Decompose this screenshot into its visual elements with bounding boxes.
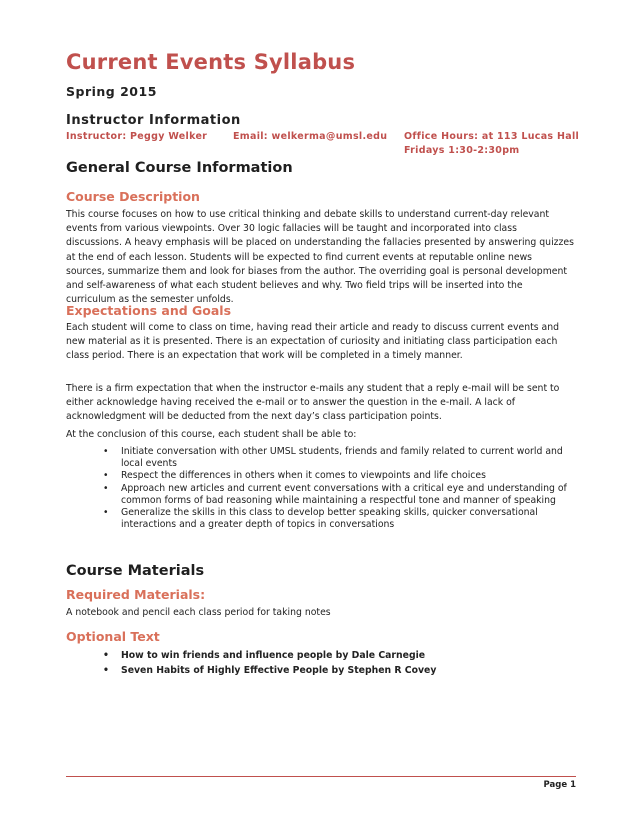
required-materials-text: A notebook and pencil each class period for taking notes xyxy=(66,607,331,618)
bullet-icon: • xyxy=(103,482,109,494)
term-label: Spring 2015 xyxy=(66,84,157,99)
expectations-heading: Expectations and Goals xyxy=(66,303,232,318)
bullet-icon: • xyxy=(103,470,109,482)
list-item: • Approach new articles and current event conversations with a critical eye and understanding of common forms of bad reasoning while maintaining a respectful tone and manner of speaking xyxy=(103,482,567,506)
document-title: Current Events Syllabus xyxy=(66,50,356,74)
instructor-name: Instructor: Peggy Welker xyxy=(66,131,208,142)
text-line: discussions. A heavy emphasis will be placed on understanding the fallacies presented by answering quizzes xyxy=(66,237,574,249)
text-line: either acknowledge having received the e-mail or to answer the question in the e-mail. A lack of xyxy=(66,397,516,409)
text-line: sources, summarize them and look for biases from the author. The overriding goal is personal development xyxy=(66,265,568,277)
text-line: Each student will come to class on time, having read their article and ready to discuss current events and xyxy=(66,322,560,333)
text-line: There is a firm expectation that when the instructor e-mails any student that a reply e-mail will be sent to xyxy=(66,383,560,394)
text-line: new material as it is presented. There is an expectation of curiosity and initiating class participation each xyxy=(66,336,558,348)
text-line: This course focuses on how to use critical thinking and debate skills to understand current-day relevant xyxy=(66,209,550,220)
text-line: and self-awareness of what each student believes and why. Two field trips will be inserted into the xyxy=(66,280,523,292)
expectations-text xyxy=(66,321,576,364)
bullet-icon: • xyxy=(103,507,109,519)
office-hours-time: Fridays 1:30-2:30pm xyxy=(404,145,520,156)
text-line: events from various viewpoints. Over 30 logic fallacies will be taught and incorporated into class xyxy=(66,223,517,235)
list-item: • Generalize the skills in this class to develop better speaking skills, quicker conversational interactions and a greater depth of topics in conversations xyxy=(103,507,538,531)
bullet-icon: • xyxy=(103,650,109,661)
course-materials-heading: Course Materials xyxy=(66,563,205,579)
optional-text-list xyxy=(99,648,579,678)
bullet-icon: • xyxy=(103,665,109,676)
page-number: Page 1 xyxy=(543,780,576,790)
instructor-info-heading: Instructor Information xyxy=(66,113,241,128)
footer-divider xyxy=(66,776,576,777)
bullet-icon: • xyxy=(103,446,109,457)
list-item: • Respect the differences in others when it comes to viewpoints and life choices xyxy=(103,470,486,482)
learning-goals-list xyxy=(99,446,579,531)
office-hours xyxy=(404,130,579,158)
list-item: • Seven Habits of Highly Effective People by Stephen R Covey xyxy=(103,665,437,676)
conclusion-intro: At the conclusion of this course, each student shall be able to: xyxy=(66,429,357,440)
list-item: • How to win friends and influence people by Dale Carnegie xyxy=(103,650,426,661)
instructor-email: Email: welkerma@umsl.edu xyxy=(233,131,388,142)
required-materials-heading: Required Materials: xyxy=(66,587,206,602)
text-line: class period. There is an expectation that work will be completed in a timely manner. xyxy=(66,350,463,362)
office-hours-location: Office Hours: at 113 Lucas Hall xyxy=(404,131,580,142)
list-item: • Initiate conversation with other UMSL students, friends and family related to current world and local events xyxy=(103,446,563,470)
optional-text-heading: Optional Text xyxy=(66,629,160,644)
text-line: curriculum as the semester unfolds. xyxy=(66,294,234,306)
email-expectation-text xyxy=(66,382,576,425)
course-description-heading: Course Description xyxy=(66,189,200,204)
text-line: at the end of each lesson. Students will be expected to find current events at reputable online news xyxy=(66,251,533,263)
text-line: acknowledgment will be deducted from the next day’s class participation points. xyxy=(66,411,442,423)
general-info-heading: General Course Information xyxy=(66,160,293,176)
course-description-text xyxy=(66,208,576,307)
